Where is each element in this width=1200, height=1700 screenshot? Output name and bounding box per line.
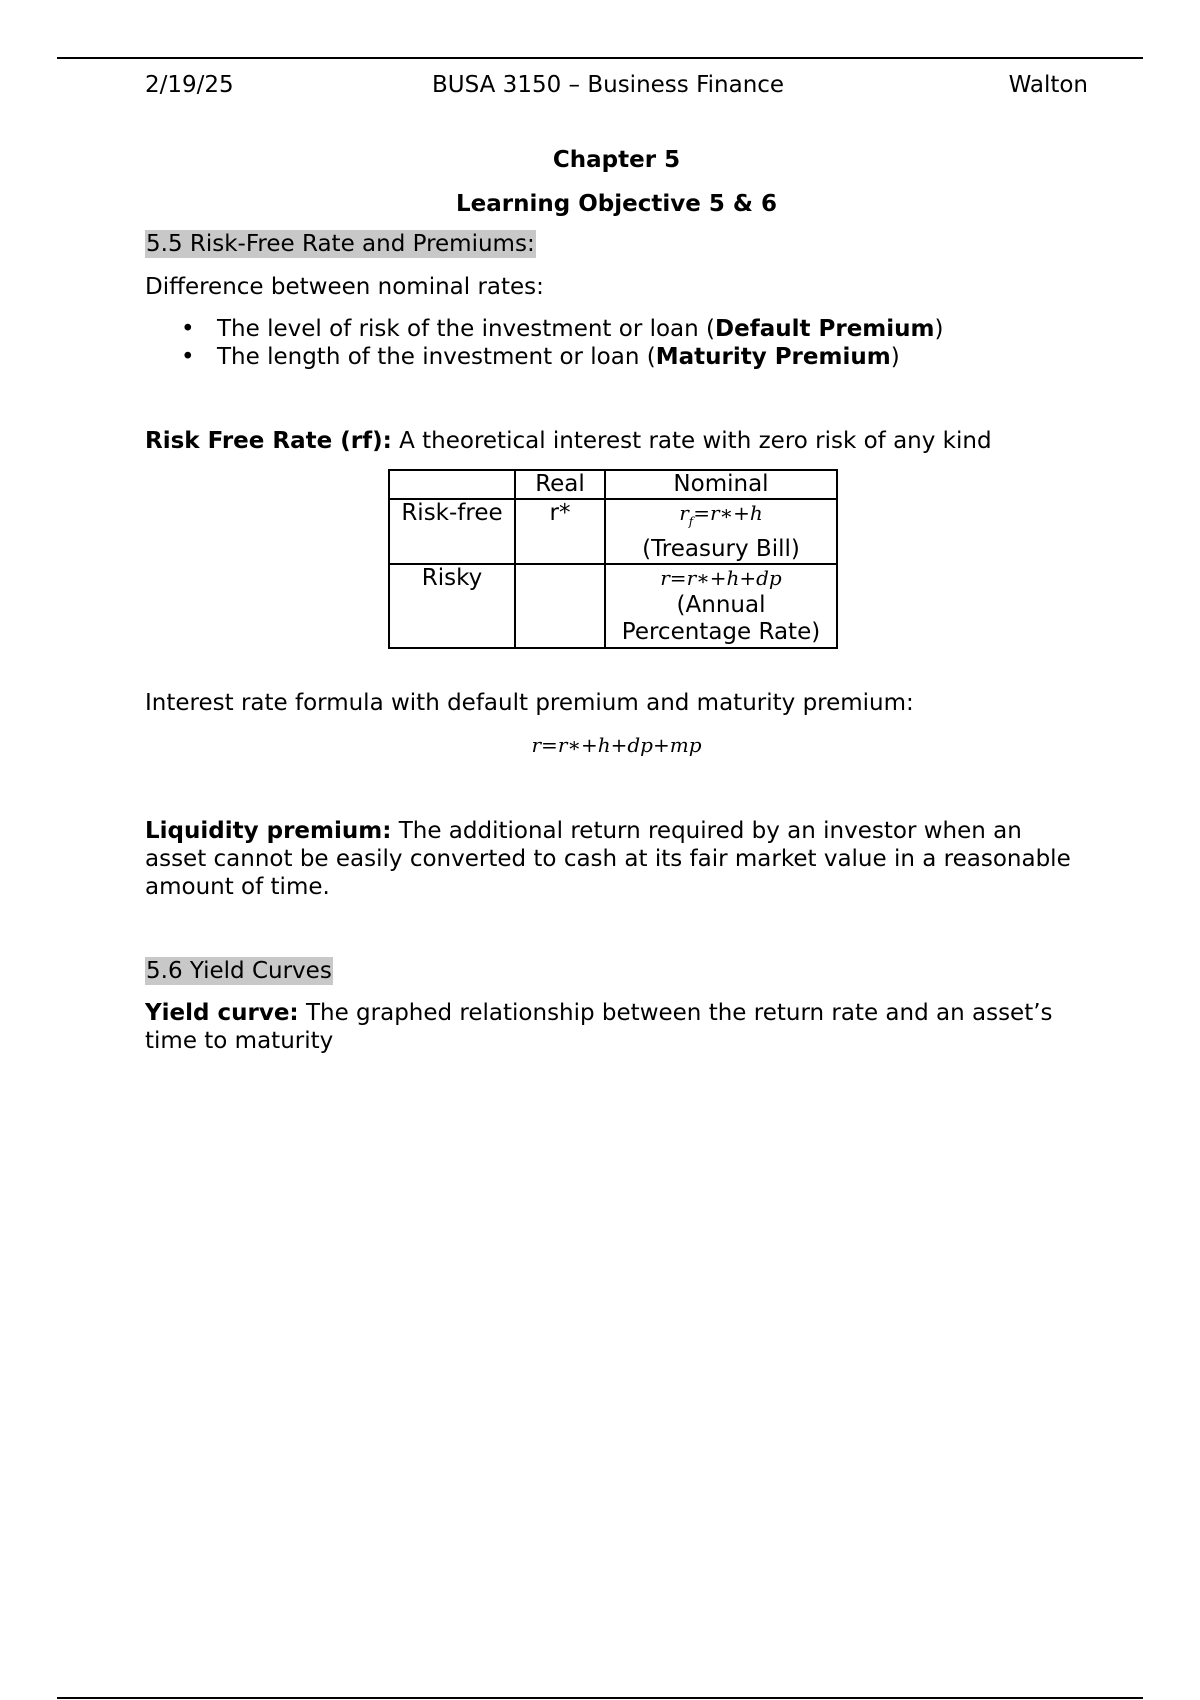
section-5-6 <box>145 957 1088 985</box>
table-row-label: Risky <box>389 564 515 648</box>
table-row <box>389 564 837 648</box>
yield-curve-definition <box>145 999 1088 1055</box>
section-5-5 <box>145 230 1088 258</box>
header-course-title: BUSA 3150 – Business Finance <box>432 72 785 98</box>
section-heading-5-6: 5.6 Yield Curves <box>146 957 332 984</box>
table-header-cell: Real <box>515 470 605 499</box>
list-item-end: ) <box>890 344 900 370</box>
bullet-icon: • <box>181 316 195 342</box>
list-item-text: The length of the investment or loan ( <box>217 344 656 370</box>
page-header <box>145 72 1088 104</box>
bullet-icon: • <box>181 344 195 370</box>
list-item-end: ) <box>934 316 944 342</box>
apr-note: (Annual Percentage Rate) <box>621 591 821 645</box>
table-header-cell <box>389 470 515 499</box>
table-header-row <box>389 470 837 499</box>
list-item-text: The level of risk of the investment or loan ( <box>217 316 716 342</box>
yield-curve-term: Yield curve: <box>145 999 299 1026</box>
riskfree-formula <box>612 500 830 536</box>
list-item <box>145 343 1088 371</box>
table-cell-real <box>515 564 605 648</box>
chapter-title: Chapter 5 <box>552 147 681 173</box>
table-cell-real: r* <box>515 499 605 564</box>
risk-free-rate-text: A theoretical interest rate with zero risk of any kind <box>391 428 992 454</box>
table-cell-nominal <box>605 499 837 564</box>
list-item <box>145 315 1088 343</box>
formula-subscript: f <box>688 514 694 529</box>
default-premium-term: Default Premium <box>715 316 935 342</box>
treasury-bill-note: (Treasury Bill) <box>642 535 800 562</box>
footer-rule <box>57 1697 1143 1699</box>
premium-list <box>145 315 1088 371</box>
table-row <box>389 499 837 564</box>
maturity-premium-term: Maturity Premium <box>655 344 891 370</box>
interest-rate-formula: r=r∗+h+dp+mp <box>531 732 702 757</box>
table-row-label: Risk-free <box>389 499 515 564</box>
formula-rest: =r∗+h <box>693 501 763 525</box>
risk-free-rate-definition <box>145 427 1088 455</box>
risk-free-rate-term: Risk Free Rate (rf): <box>145 428 392 454</box>
risky-formula: r=r∗+h+dp <box>660 565 782 590</box>
liquidity-premium-definition <box>145 817 1088 901</box>
liquidity-premium-text: The additional return required by an investor when an asset cannot be easily converted to cash at its fair market value in a reasonable amount of time. <box>145 817 1071 900</box>
header-top-rule <box>57 57 1143 59</box>
table-header-cell: Nominal <box>605 470 837 499</box>
liquidity-premium-term: Liquidity premium: <box>145 817 392 844</box>
formula-var: r <box>679 501 689 525</box>
rate-table <box>388 469 838 649</box>
document-body <box>145 142 1088 1055</box>
table-cell-nominal <box>605 564 837 648</box>
header-author: Walton <box>1008 72 1088 98</box>
difference-intro: Difference between nominal rates: <box>145 274 544 300</box>
yield-curve-text: The graphed relationship between the return rate and an asset’s time to maturity <box>145 999 1053 1054</box>
header-date: 2/19/25 <box>145 72 234 98</box>
section-heading-5-5: 5.5 Risk-Free Rate and Premiums: <box>146 231 535 257</box>
formula-intro: Interest rate formula with default premium and maturity premium: <box>145 689 914 716</box>
learning-objective-title: Learning Objective 5 & 6 <box>456 191 777 217</box>
